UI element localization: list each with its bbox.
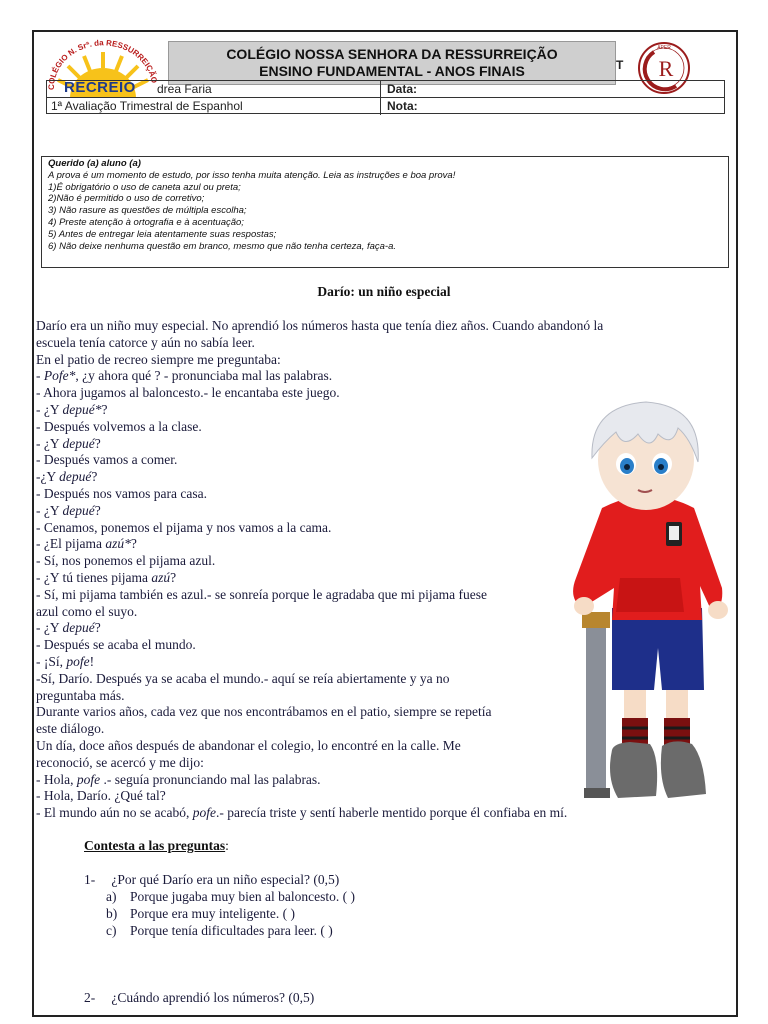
story-line: reconoció, se acercó y me dijo: [36, 754, 204, 770]
student-info-table [46, 80, 725, 114]
info-row [47, 81, 724, 98]
instruction-line: 3) Não rasure as questões de múltipla escolha; [48, 205, 247, 217]
grade-cell[interactable]: Nota: [387, 99, 418, 113]
story-line: preguntaba más. [36, 687, 125, 703]
question-text: ¿Cuándo aprendió los números? (0,5) [111, 990, 315, 1005]
question-2 [84, 990, 314, 1006]
story-line: escuela tenía catorce y aún no sabía leer. [36, 334, 255, 350]
exam-name-cell: 1ª Avaliação Trimestral de Espanhol [51, 99, 243, 113]
teacher-cell: drea Faria [157, 82, 212, 96]
story-title: Darío: un niño especial [317, 284, 451, 299]
question-text: ¿Por qué Darío era un niño especial? (0,5) [111, 872, 340, 887]
story-line: - Hola, pofe .- seguía pronunciando mal las palabras. [36, 771, 321, 787]
story-line: - Sí, nos ponemos el pijama azul. [36, 553, 216, 569]
title-tail: T [616, 58, 624, 72]
story-line: - Pofe*, ¿y ahora qué ? - pronunciaba mal las palabras. [36, 368, 333, 384]
story-line: - Después vamos a comer. [36, 452, 178, 468]
instruction-line: 4) Preste atenção à ortografia e à acentuação; [48, 216, 244, 228]
story-line: - ¡Sí, pofe! [36, 653, 95, 669]
story-line: - ¿Y depué*? [36, 401, 108, 417]
questions-heading: Contesta a las preguntas: [84, 838, 229, 853]
instruction-line: 5) Antes de entregar leia atentamente suas respostas; [48, 228, 277, 240]
title-line-1: COLÉGIO NOSSA SENHORA DA RESSURREIÇÃO [226, 46, 558, 62]
story-line: - ¿El pijama azú*? [36, 536, 137, 552]
story-line: -¿Y depué? [36, 469, 98, 485]
story-line: - El mundo aún no se acabó, pofe.- parecía triste y sentí haberle mentido porque él confiaba en mí. [36, 805, 568, 821]
story-line: - Después volvemos a la clase. [36, 418, 202, 434]
seal-small-text: APER [657, 45, 671, 51]
date-cell[interactable]: Data: [387, 82, 418, 96]
story-line: - Sí, mi pijama también es azul.- se sonreía porque le agradaba que mi pijama fuese [36, 586, 487, 602]
story-line: este diálogo. [36, 721, 105, 737]
story-line: -Sí, Darío. Después ya se acaba el mundo.- aquí se reía abiertamente y ya no [36, 670, 450, 686]
option-a[interactable]: a) Porque jugaba muy bien al baloncesto. ( ) [106, 889, 355, 904]
story-line: - ¿Y tú tienes pijama azú? [36, 569, 177, 585]
boy-illustration [562, 398, 734, 802]
info-row [47, 98, 724, 115]
story-line: Un día, doce años después de abandonar el colegio, lo encontré en la calle. Me [36, 737, 461, 753]
story-line: azul como el suyo. [36, 603, 138, 619]
story-line: En el patio de recreo siempre me preguntaba: [36, 351, 281, 367]
title-line-2: ENSINO FUNDAMENTAL - ANOS FINAIS [259, 63, 525, 79]
story-line: - Ahora jugamos al baloncesto.- le encantaba este juego. [36, 385, 340, 401]
option-b[interactable]: b) Porque era muy inteligente. ( ) [106, 906, 295, 921]
seal-letter: R [658, 56, 674, 81]
instruction-line: 2)Não é permitido o uso de corretivo; [48, 193, 205, 205]
story-line: - Después se acaba el mundo. [36, 637, 196, 653]
logo-arc-text: COLÉGIO N. Srª. da RESSURREIÇÃO [46, 38, 159, 91]
logo-text: RECREIO [64, 79, 136, 96]
table-divider [380, 81, 381, 115]
story-line: - ¿Y depué? [36, 620, 101, 636]
story-line: - Después nos vamos para casa. [36, 485, 207, 501]
instruction-line: 1)É obrigatório o uso de caneta azul ou preta; [48, 181, 241, 193]
story-line: - Cenamos, ponemos el pijama y nos vamos a la cama. [36, 519, 332, 535]
story-line: Darío era un niño muy especial. No aprendió los números hasta que tenía diez años. Cuando abandonó la [36, 318, 604, 333]
instructions-box [41, 156, 729, 268]
story-line: - ¿Y depué? [36, 502, 101, 518]
question-1 [84, 872, 339, 888]
school-title [168, 41, 616, 85]
story-line: - Hola, Darío. ¿Qué tal? [36, 788, 166, 804]
question-number: 2- [84, 990, 96, 1005]
instruction-line: 6) Não deixe nenhuma questão em branco, mesmo que não tenha certeza, faça-a. [48, 240, 397, 252]
story-line: Durante varios años, cada vez que nos encontrábamos en el patio, siempre se repetía [36, 704, 492, 720]
instruction-line: A prova é um momento de estudo, por isso tenha muita atenção. Leia as instruções e boa prova! [48, 169, 456, 181]
question-number: 1- [84, 872, 96, 887]
story-line: - ¿Y depué? [36, 435, 101, 451]
instructions-heading: Querido (a) aluno (a) [48, 158, 141, 169]
option-c[interactable]: c) Porque tenía dificultades para leer. ( ) [106, 923, 333, 938]
